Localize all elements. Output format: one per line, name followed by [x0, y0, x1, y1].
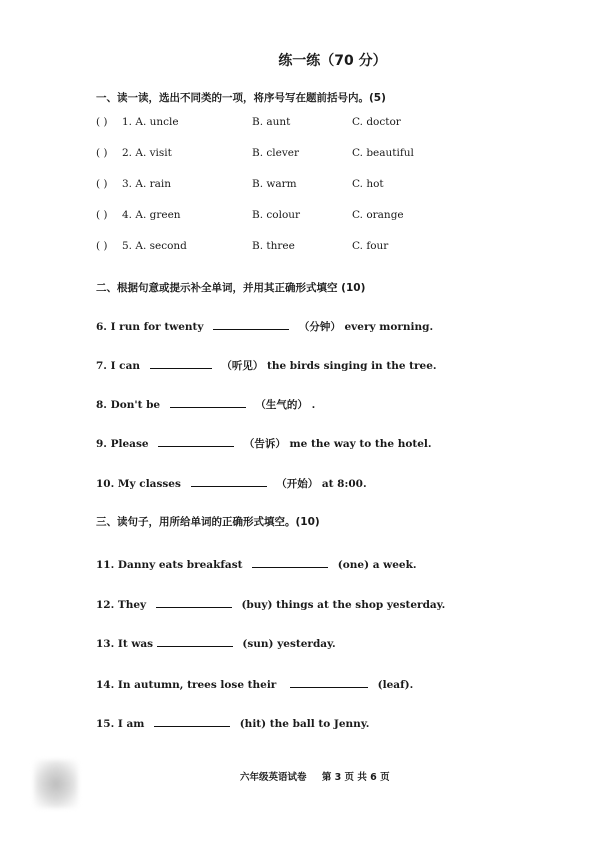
sentence-start: 11. Danny eats breakfast [96, 559, 243, 571]
option-c: C. doctor [352, 116, 401, 128]
fill-in-item [96, 634, 336, 650]
section-1-heading: 一、读一读，选出不同类的一项，将序号写在题前括号内。(5) [96, 92, 386, 104]
question-row [96, 178, 516, 194]
question-row [96, 147, 516, 163]
scan-smudge [34, 760, 78, 808]
sentence-start: 6. I run for twenty [96, 321, 204, 333]
option-c: C. beautiful [352, 147, 414, 159]
sentence-end: things at the shop yesterday. [276, 599, 446, 611]
sentence-end: the ball to Jenny. [269, 718, 370, 730]
hint-text: (one) [337, 559, 370, 571]
sentence-start: 8. Don't be [96, 399, 161, 411]
option-a: 4. A. green [122, 209, 181, 221]
option-a: 2. A. visit [122, 147, 172, 159]
hint-text: （生气的） [255, 399, 308, 411]
option-c: C. hot [352, 178, 384, 190]
sentence-start: 7. I can [96, 360, 141, 372]
hint-text: (leaf). [377, 679, 414, 691]
sentence-end: a week. [372, 559, 417, 571]
answer-blank[interactable] [170, 395, 246, 408]
option-b: B. aunt [252, 116, 291, 128]
hint-text: (sun) [242, 638, 274, 650]
sentence-start: 12. They [96, 599, 147, 611]
fill-in-item [96, 595, 445, 611]
fill-in-item [96, 474, 367, 491]
option-a: 1. A. uncle [122, 116, 179, 128]
option-b: B. three [252, 240, 295, 252]
question-row [96, 240, 516, 256]
fill-in-item [96, 714, 369, 730]
fill-in-item [96, 317, 433, 334]
answer-paren[interactable]: ( ) [96, 147, 108, 159]
answer-blank[interactable] [158, 434, 234, 447]
hint-text: （开始） [276, 478, 319, 490]
answer-paren[interactable]: ( ) [96, 209, 108, 221]
sentence-end: . [311, 399, 316, 411]
option-a: 3. A. rain [122, 178, 172, 190]
sentence-start: 15. I am [96, 718, 145, 730]
hint-text: (hit) [239, 718, 267, 730]
sentence-end: the birds singing in the tree. [266, 360, 437, 372]
answer-blank[interactable] [191, 474, 267, 487]
answer-blank[interactable] [157, 634, 233, 647]
page-footer [240, 769, 402, 783]
answer-paren[interactable]: ( ) [96, 178, 108, 190]
fill-in-item [96, 356, 437, 373]
answer-paren[interactable]: ( ) [96, 240, 108, 252]
fill-in-item [96, 434, 432, 451]
section-3-heading: 三、读句子，用所给单词的正确形式填空。(10) [96, 516, 320, 528]
option-b: B. clever [252, 147, 300, 159]
hint-text: （告诉） [243, 438, 286, 450]
footer-page-number: 第 3 页 共 6 页 [321, 772, 390, 783]
answer-blank[interactable] [213, 317, 289, 330]
sentence-start: 13. It was [96, 638, 154, 650]
option-c: C. orange [352, 209, 404, 221]
question-row [96, 116, 516, 132]
option-b: B. colour [252, 209, 301, 221]
sentence-end: at 8:00. [321, 478, 367, 490]
answer-blank[interactable] [150, 356, 212, 369]
fill-in-item [96, 675, 413, 691]
sentence-start: 10. My classes [96, 478, 181, 490]
answer-paren[interactable]: ( ) [96, 116, 108, 128]
option-a: 5. A. second [122, 240, 187, 252]
hint-text: （分钟） [298, 321, 341, 333]
answer-blank[interactable] [156, 595, 232, 608]
section-2-heading: 二、根据句意或提示补全单词，并用其正确形式填空 (10) [96, 282, 366, 294]
answer-blank[interactable] [252, 555, 328, 568]
fill-in-item [96, 395, 315, 412]
question-row [96, 209, 516, 225]
sentence-start: 9. Please [96, 438, 149, 450]
sentence-start: 14. In autumn, trees lose their [96, 679, 277, 691]
footer-subject: 六年级英语试卷 [240, 772, 307, 783]
option-c: C. four [352, 240, 389, 252]
option-b: B. warm [252, 178, 297, 190]
answer-blank[interactable] [290, 675, 368, 688]
answer-blank[interactable] [154, 714, 230, 727]
hint-text: （听见） [221, 360, 264, 372]
hint-text: (buy) [241, 599, 273, 611]
sentence-end: me the way to the hotel. [289, 438, 432, 450]
sentence-end: every morning. [344, 321, 434, 333]
sentence-end: yesterday. [277, 638, 336, 650]
fill-in-item [96, 555, 417, 571]
page-title: 练一练（70 分） [278, 53, 387, 69]
